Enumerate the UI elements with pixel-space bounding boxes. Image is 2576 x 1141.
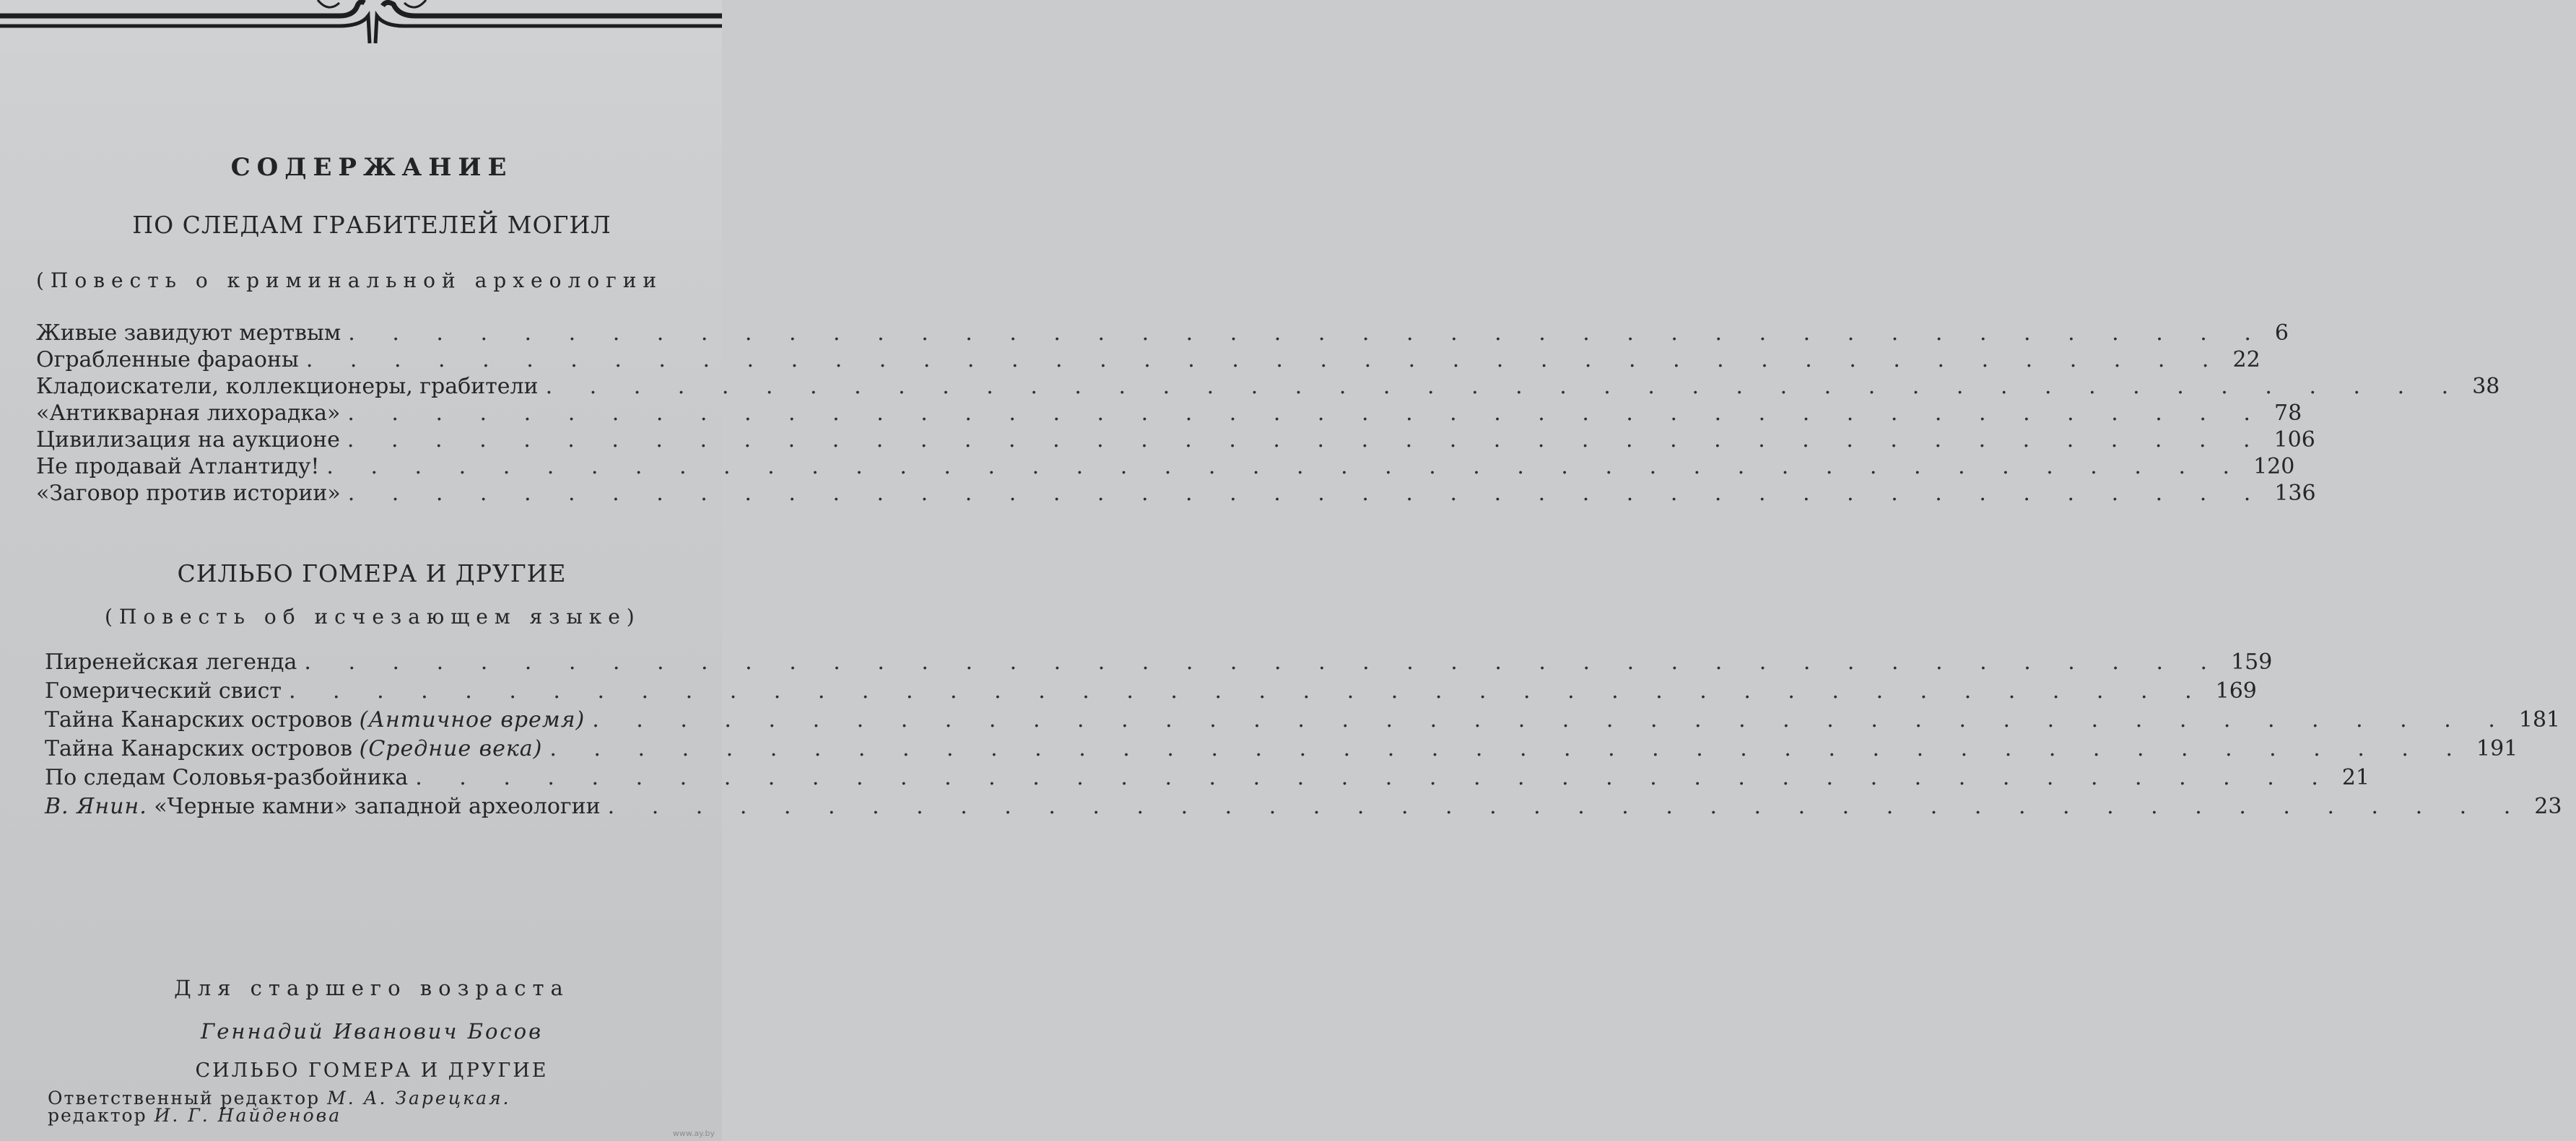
- credit-line: Ответственный редактор М. А. Зарецкая.: [48, 1088, 511, 1109]
- part-subtitle: (Повесть об исчезающем языке): [105, 605, 641, 629]
- part-title: СИЛЬБО ГОМЕРА И ДРУГИЕ: [177, 559, 567, 587]
- toc-entry-title: По следам Соловья-разбойника: [45, 765, 409, 790]
- book-title: СИЛЬБО ГОМЕРА И ДРУГИЕ: [195, 1059, 549, 1082]
- toc-entry: [45, 736, 2518, 765]
- toc-entry-page: 120: [2253, 454, 2295, 479]
- toc-entry-title: Пиренейская легенда: [45, 650, 297, 675]
- credit-line: редактор И. Г. Найденова: [48, 1105, 342, 1126]
- toc-entry-page: 6: [2274, 320, 2289, 346]
- toc-entry-title-italic: (Средние века): [359, 736, 543, 761]
- toc-entry-title-italic: (Античное время): [359, 707, 586, 733]
- toc-list: [45, 650, 2562, 823]
- dot-leader: [304, 650, 2222, 675]
- age-rating: Для старшего возраста: [174, 976, 570, 1000]
- toc-entry-title: Не продавай Атлантиду!: [36, 454, 320, 479]
- toc-entry: [45, 765, 2370, 794]
- toc-entry-title: Живые завидуют мертвым: [36, 320, 341, 346]
- dot-leader: [549, 736, 2468, 761]
- toc-entry-page: 191: [2476, 736, 2518, 761]
- toc-entry: [36, 401, 2302, 427]
- toc-entry-title: В. Янин. «Черные камни» западной археологии: [45, 794, 601, 819]
- editor-credits: [48, 1090, 511, 1124]
- toc-entry-page: 21: [2341, 765, 2370, 790]
- toc-entry-title: «Заговор против истории»: [36, 481, 341, 506]
- toc-entry-title: Ограбленные фараоны: [36, 347, 299, 372]
- part-title: ПО СЛЕДАМ ГРАБИТЕЛЕЙ МОГИЛ: [132, 211, 612, 239]
- toc-entry-page: 78: [2273, 401, 2302, 426]
- contents-heading: СОДЕРЖАНИЕ: [230, 153, 513, 182]
- author-name: Геннадий Иванович Босов: [201, 1019, 543, 1044]
- toc-entry-page: 136: [2274, 481, 2316, 506]
- part-subtitle: (Повесть о криминальной археологии: [36, 268, 663, 292]
- dot-leader: [348, 320, 2266, 346]
- toc-entry: [45, 650, 2273, 678]
- top-ornament-border: [0, 0, 722, 51]
- toc-entry-page: 106: [2273, 427, 2315, 453]
- watermark: www.ay.by: [672, 1129, 715, 1138]
- toc-entry-page: 159: [2231, 650, 2273, 675]
- toc-entry-page: 181: [2518, 707, 2561, 733]
- toc-entry: [36, 454, 2295, 481]
- toc-entry: [45, 678, 2257, 707]
- dot-leader: [592, 707, 2510, 733]
- toc-entry-title: «Антикварная лихорадка»: [36, 401, 341, 426]
- dot-leader: [326, 454, 2245, 479]
- dot-leader: [546, 374, 2464, 399]
- toc-entry: [36, 347, 2260, 374]
- toc-entry-title: Кладоискатели, коллекционеры, грабители: [36, 374, 539, 399]
- toc-entry: [36, 427, 2315, 454]
- dot-leader: [415, 765, 2333, 790]
- toc-entry: [36, 481, 2316, 507]
- toc-entry-title: Цивилизация на аукционе: [36, 427, 340, 453]
- toc-list: [36, 320, 2500, 507]
- dot-leader: [306, 347, 2224, 372]
- dot-leader: [347, 427, 2266, 453]
- toc-entry-page: 38: [2472, 374, 2500, 399]
- dot-leader: [347, 401, 2266, 426]
- dot-leader: [289, 678, 2207, 704]
- toc-entry: [36, 320, 2289, 347]
- toc-entry-page: 22: [2232, 347, 2260, 372]
- toc-entry: [45, 707, 2561, 736]
- toc-entry-page: 169: [2215, 678, 2257, 704]
- toc-entry-title: Тайна Канарских островов (Средние века): [45, 736, 543, 761]
- toc-entry-page: 23: [2534, 794, 2562, 819]
- toc-entry-title: Гомерический свист: [45, 678, 282, 704]
- toc-entry-author: В. Янин.: [45, 794, 147, 819]
- toc-entry-title: Тайна Канарских островов (Античное время): [45, 707, 586, 733]
- toc-entry: [45, 794, 2562, 823]
- dot-leader: [348, 481, 2266, 506]
- dot-leader: [608, 794, 2526, 819]
- toc-entry: [36, 374, 2500, 401]
